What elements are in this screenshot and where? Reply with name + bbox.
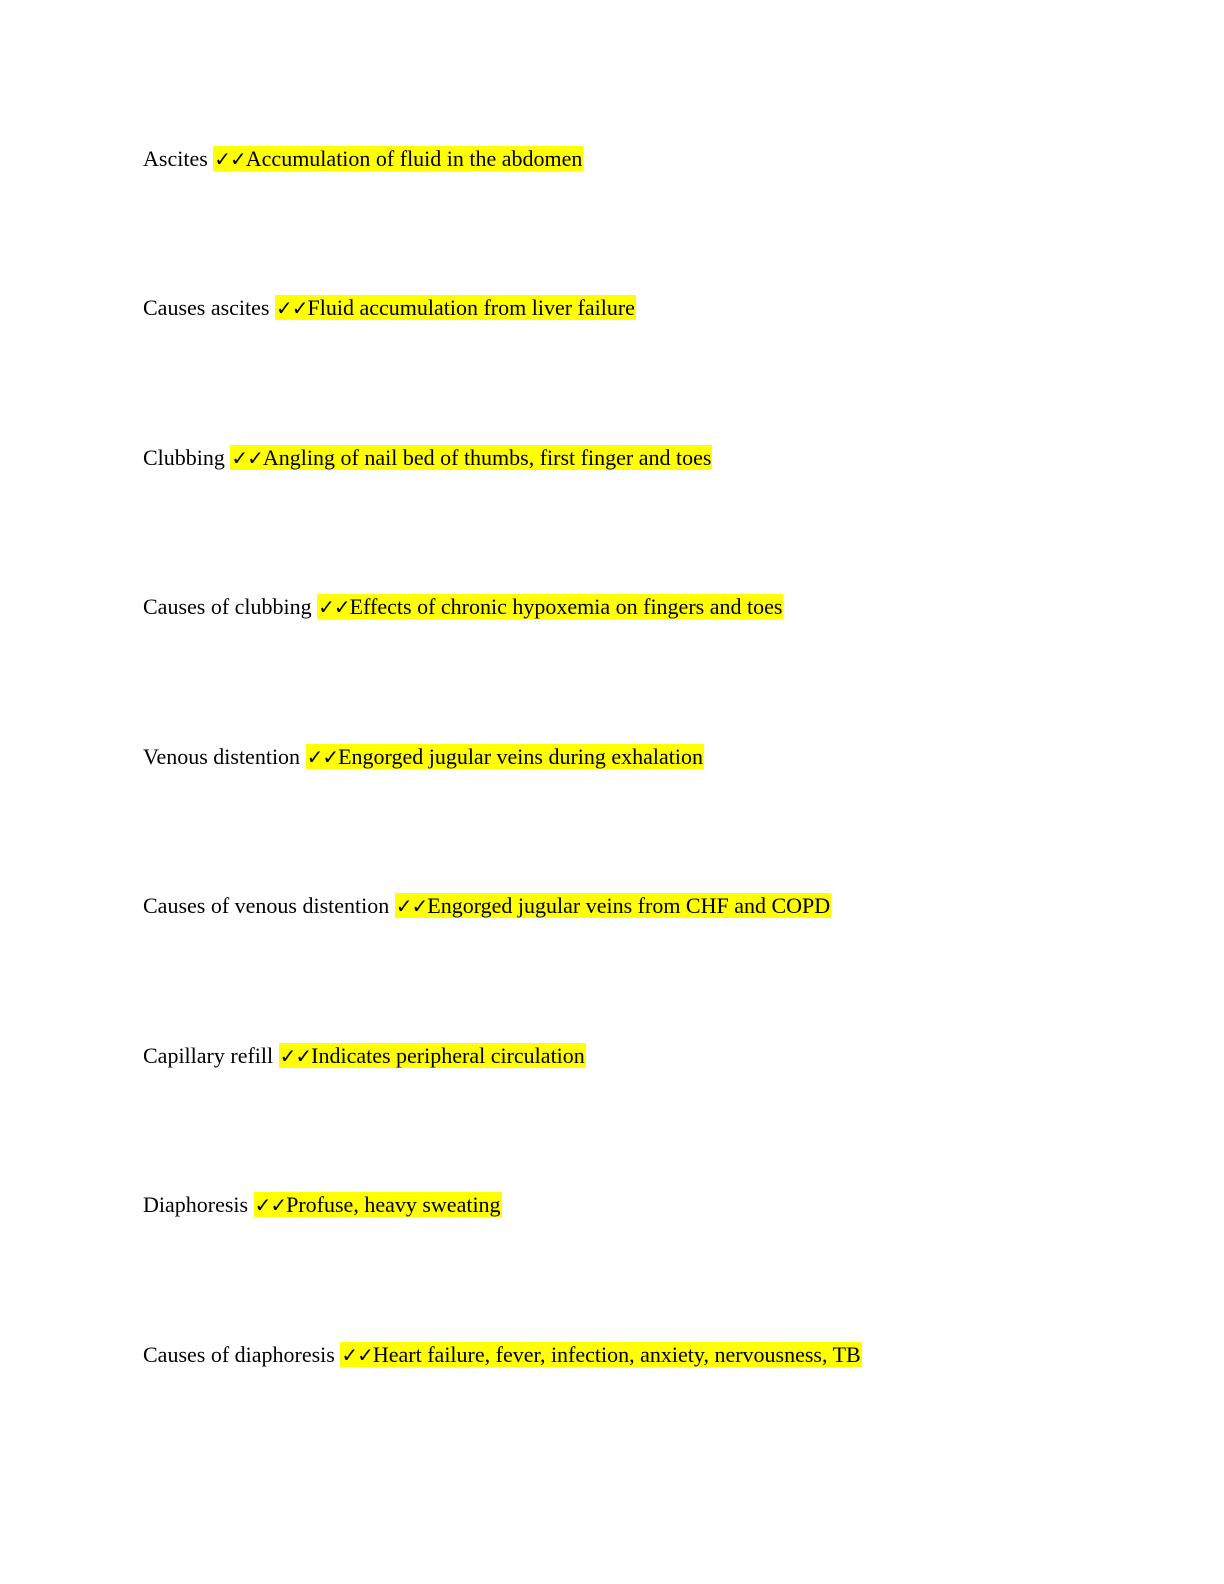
flashcard-entry (143, 741, 704, 773)
double-check-icon: ✓✓ (254, 1193, 287, 1217)
double-check-icon: ✓✓ (214, 147, 246, 171)
term: Causes of diaphoresis (143, 1342, 335, 1367)
flashcard-entry (143, 1189, 502, 1221)
definition: Heart failure, fever, infection, anxiety, nervousness, TB (372, 1342, 861, 1367)
term: Causes of clubbing (143, 594, 312, 619)
answer-highlight (230, 445, 712, 470)
double-check-icon: ✓✓ (318, 595, 350, 619)
answer-highlight (395, 893, 831, 918)
definition: Effects of chronic hypoxemia on fingers and toes (349, 594, 783, 619)
definition: Profuse, heavy sweating (286, 1192, 501, 1217)
definition: Angling of nail bed of thumbs, first finger and toes (262, 445, 712, 470)
double-check-icon: ✓✓ (395, 894, 428, 918)
definition: Fluid accumulation from liver failure (307, 295, 635, 320)
answer-highlight (279, 1043, 586, 1068)
double-check-icon: ✓✓ (275, 296, 308, 320)
flashcard-entry (143, 442, 712, 474)
term: Causes ascites (143, 295, 270, 320)
flashcard-entry (143, 292, 636, 324)
definition: Engorged jugular veins from CHF and COPD (427, 893, 831, 918)
answer-highlight (340, 1342, 861, 1367)
answer-highlight (254, 1192, 502, 1217)
term: Clubbing (143, 445, 225, 470)
term: Diaphoresis (143, 1192, 249, 1217)
flashcard-entry (143, 591, 783, 623)
double-check-icon: ✓✓ (306, 745, 339, 769)
flashcard-entry (143, 1339, 862, 1371)
answer-highlight (317, 594, 783, 619)
double-check-icon: ✓✓ (341, 1343, 373, 1367)
term: Capillary refill (143, 1043, 274, 1068)
answer-highlight (275, 295, 636, 320)
definition: Indicates peripheral circulation (311, 1043, 585, 1068)
answer-highlight (213, 146, 583, 171)
flashcard-entry (143, 890, 831, 922)
term: Ascites (143, 146, 208, 171)
definition: Accumulation of fluid in the abdomen (245, 146, 583, 171)
double-check-icon: ✓✓ (231, 446, 263, 470)
term: Causes of venous distention (143, 893, 390, 918)
double-check-icon: ✓✓ (279, 1044, 312, 1068)
definition: Engorged jugular veins during exhalation (338, 744, 704, 769)
term: Venous distention (143, 744, 301, 769)
flashcard-entry (143, 1040, 586, 1072)
answer-highlight (306, 744, 704, 769)
flashcard-entry (143, 143, 583, 175)
